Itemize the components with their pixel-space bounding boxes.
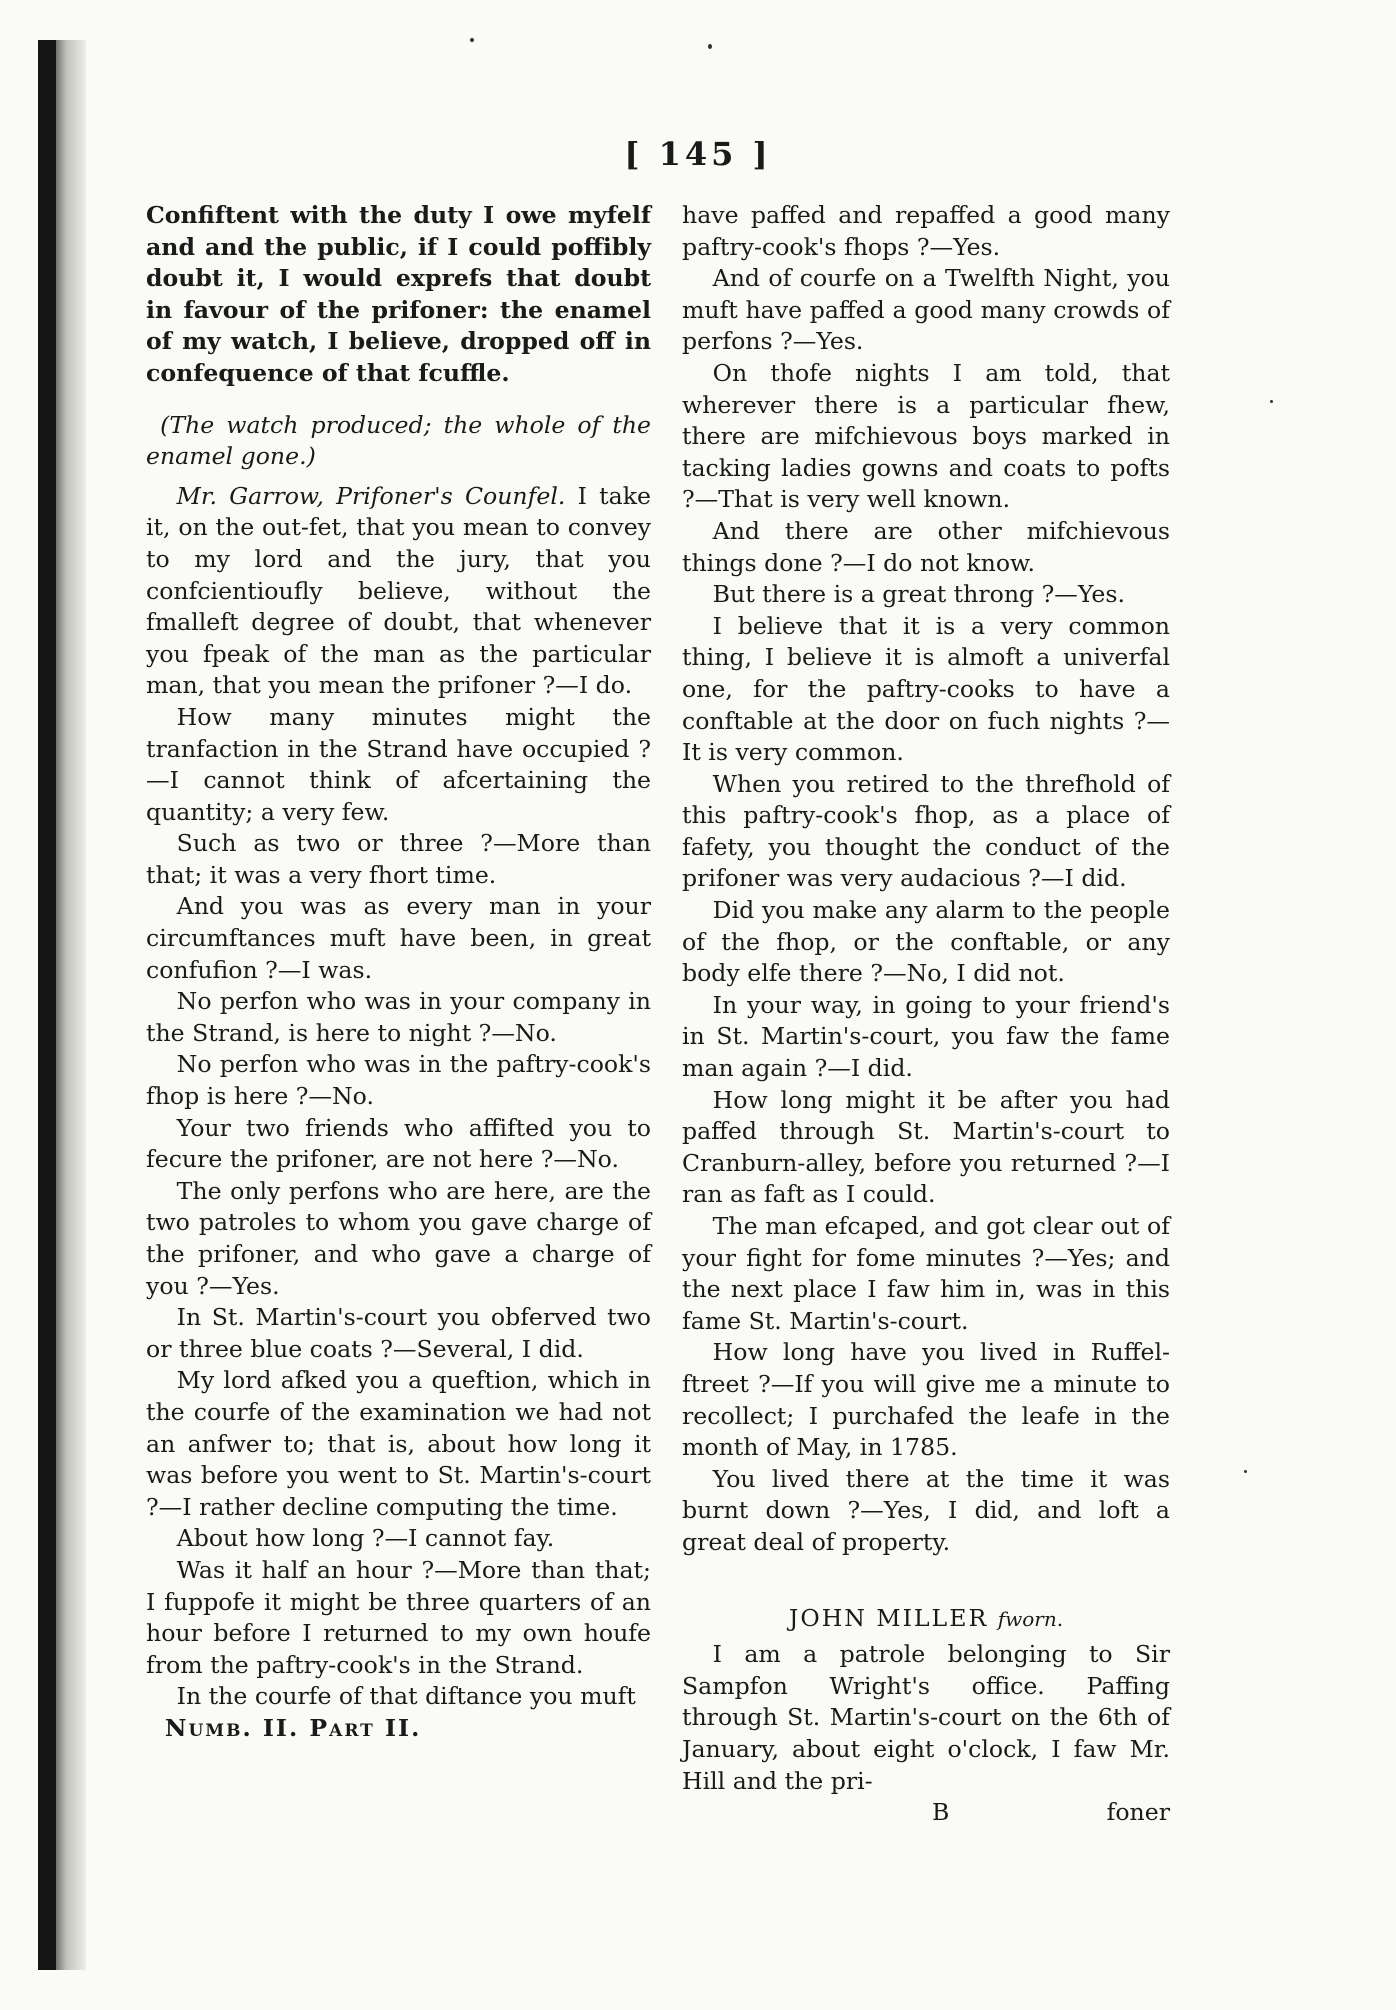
page-footer-right <box>682 1797 1170 1829</box>
paragraph <box>146 481 651 702</box>
witness-sworn: fworn. <box>997 1606 1064 1631</box>
paragraph: In the courfe of that diftance you muft <box>176 1682 636 1711</box>
paragraph: Confiftent with the duty I owe myfelf and and the public, if I could poffibly doubt it, I would exprefs that doubt in favour of the prifoner: the enamel of my watch, I believe, dropped off in confequence of that fcuffle. <box>146 201 651 387</box>
speaker-label: Mr. Garrow, Prifoner's Counfel. <box>176 481 566 510</box>
paragraph: But there is a great throng ?—Yes. <box>712 580 1125 609</box>
paragraph: How long have you lived in Ruffel-ftreet ?—If you will give me a minute to recollect; I purchafed the leafe in the month of May, in 1785. <box>682 1338 1170 1462</box>
right-column <box>682 200 1170 1829</box>
ink-speck <box>470 38 474 42</box>
paragraph: In St. Martin's-court you obferved two or three blue coats ?—Several, I did. <box>146 1303 651 1363</box>
paragraph: Your two friends who affifted you to fecure the prifoner, are not here ?—No. <box>146 1113 651 1174</box>
paragraph: When you retired to the threfhold of this paftry-cook's fhop, as a place of fafety, you thought the conduct of the prifoner was very audacious ?—I did. <box>682 769 1170 893</box>
witness-name: JOHN MILLER <box>788 1603 989 1632</box>
paragraph: I am a patrole belonging to Sir Sampfon Wright's office. Paffing through St. Martin's-court on the 6th of January, about eight o'clock, I faw Mr. Hill and the pri- <box>682 1640 1170 1795</box>
paragraph: On thofe nights I am told, that wherever there is a particular fhew, there are mifchievous boys marked in tacking ladies gowns and coats to pofts ?—That is very well known. <box>682 358 1170 514</box>
speech-text: I take it, on the out-fet, that you mean to convey to my lord and the jury, that you confcientioufly believe, without the fmalleft degree of doubt, that whenever you fpeak of the man as the particular man, that you mean the prifoner ?—I do. <box>146 481 651 700</box>
paragraph: No perfon who was in the paftry-cook's fhop is here ?—No. <box>146 1050 651 1111</box>
book-binding-shadow <box>38 40 56 1970</box>
paragraph: How long might it be after you had paffed through St. Martin's-court to Cranburn-alley, before you returned ?—I ran as faft as I could. <box>682 1085 1170 1209</box>
paragraph: And there are other mifchievous things done ?—I do not know. <box>682 516 1170 577</box>
page-header: [ 145 ] <box>624 135 772 173</box>
paragraph: The man efcaped, and got clear out of your fight for fome minutes ?—Yes; and the next place I faw him in, was in this fame St. Martin's-court. <box>682 1212 1170 1335</box>
paragraph: In your way, in going to your friend's in St. Martin's-court, you faw the fame man again ?—I did. <box>682 990 1170 1083</box>
ink-speck <box>1244 1470 1247 1473</box>
paragraph: And of courfe on a Twelfth Night, you muft have paffed a good many crowds of perfons ?—Yes. <box>682 264 1170 356</box>
page-gutter <box>56 40 86 1970</box>
paragraph: How many minutes might the tranfaction in the Strand have occupied ?—I cannot think of afcertaining the quantity; a very few. <box>146 702 651 826</box>
ink-speck <box>708 44 712 49</box>
paragraph: I believe that it is a very common thing, I believe it is almoft a univerfal one, for the paftry-cooks to have a conftable at the door on fuch nights ?—It is very common. <box>682 611 1170 767</box>
paragraph: My lord afked you a queftion, which in the courfe of the examination we had not an anfwer to; that is, about how long it was before you went to St. Martin's-court ?—I rather decline computing the time. <box>146 1366 651 1521</box>
paragraph: About how long ?—I cannot fay. <box>176 1524 555 1553</box>
paragraph: No perfon who was in your company in the Strand, is here to night ?—No. <box>146 987 651 1047</box>
paragraph: The only perfons who are here, are the two patroles to whom you gave charge of the prifoner, and who gave a charge of you ?—Yes. <box>146 1176 651 1300</box>
witness-heading <box>682 1603 1170 1636</box>
catchword: foner <box>1106 1798 1170 1827</box>
paragraph: Did you make any alarm to the people of the fhop, or the conftable, or any body elfe there ?—No, I did not. <box>682 896 1170 988</box>
paragraph: Was it half an hour ?—More than that; I fuppofe it might be three quarters of an hour before I returned to my own houfe from the paftry-cook's in the Strand. <box>146 1555 651 1679</box>
left-column <box>146 200 651 1745</box>
ink-speck <box>1270 400 1273 403</box>
paragraph: have paffed and repaffed a good many paftry-cook's fhops ?—Yes. <box>682 201 1170 261</box>
signature-mark: B <box>932 1798 950 1827</box>
paragraph: Such as two or three ?—More than that; it was a very fhort time. <box>146 829 651 889</box>
signature-footer: Numb. II. Part II. <box>164 1713 422 1742</box>
paragraph: You lived there at the time it was burnt down ?—Yes, I did, and loft a great deal of property. <box>682 1464 1170 1556</box>
paragraph: And you was as every man in your circumftances muft have been, in great confufion ?—I was. <box>146 892 651 984</box>
stage-direction: (The watch produced; the whole of the enamel gone.) <box>146 410 651 471</box>
